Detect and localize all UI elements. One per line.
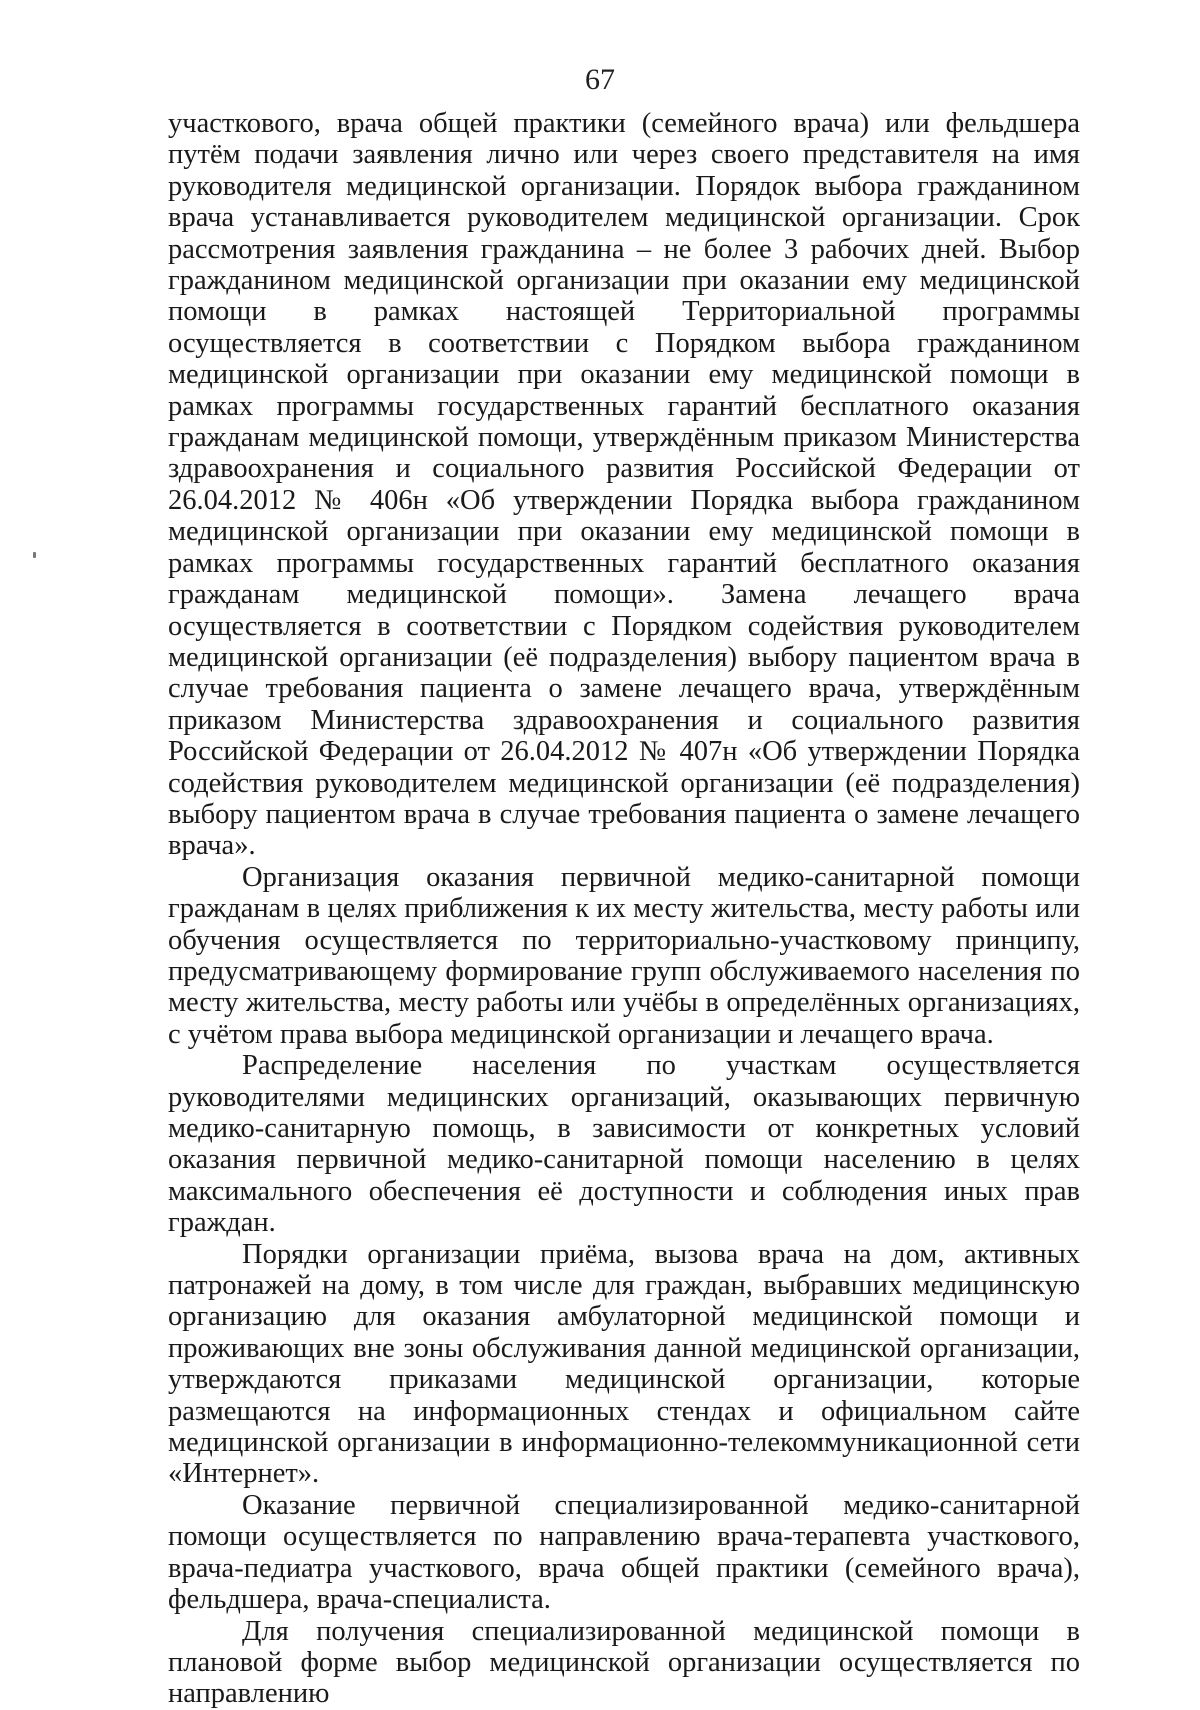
document-body bbox=[168, 108, 1080, 1710]
paragraph-primary-care-organization: Организация оказания первичной медико-санитарной помощи гражданам в целях приближения к их месту жительства, месту работы или обучения осуществляется по территориально-участковому принципу, предусматривающему формирование групп обслуживаемого населения по месту жительства, месту работы или учёбы в определённых организациях, с учётом права выбора медицинской организации и лечащего врача. bbox=[168, 861, 1080, 1050]
paragraph-specialized-primary-care: Оказание первичной специализированной медико-санитарной помощи осуществляется по направлению врача-терапевта участкового, врача-педиатра участкового, врача общей практики (семейного врача), фельдшера, врача-специалиста. bbox=[168, 1489, 1080, 1616]
paragraph-specialized-care-referral: Для получения специализированной медицинской помощи в плановой форме выбор медицинской организации осуществляется по направлению bbox=[168, 1615, 1080, 1710]
paragraph-reception-procedures: Порядки организации приёма, вызова врача на дом, активных патронажей на дому, в том числе для граждан, выбравших медицинскую организацию для оказания амбулаторной медицинской помощи и проживающих вне зоны обслуживания данной медицинской организации, утверждаются приказами медицинской организации, которые размещаются на информационных стендах и официальном сайте медицинской организации в информационно-телекоммуникационной сети «Интернет». bbox=[168, 1238, 1080, 1490]
paragraph-continuation: участкового, врача общей практики (семейного врача) или фельдшера путём подачи заявления лично или через своего представителя на имя руководителя медицинской организации. Порядок выбора гражданином врача устанавливается руководителем медицинской организации. Срок рассмотрения заявления гражданина – не более 3 рабочих дней. Выбор гражданином медицинской организации при оказании ему медицинской помощи в рамках настоящей Территориальной программы осуществляется в соответствии с Порядком выбора гражданином медицинской организации при оказании ему медицинской помощи в рамках программы государственных гарантий бесплатного оказания гражданам медицинской помощи, утверждённым приказом Министерства здравоохранения и социального развития Российской Федерации от 26.04.2012 № 406н «Об утверждении Порядка выбора гражданином медицинской организации при оказании ему медицинской помощи в рамках программы государственных гарантий бесплатного оказания гражданам медицинской помощи». Замена лечащего врача осуществляется в соответствии с Порядком содействия руководителем медицинской организации (её подразделения) выбору пациентом врача в случае требования пациента о замене лечащего врача, утверждённым приказом Министерства здравоохранения и социального развития Российской Федерации от 26.04.2012 № 407н «Об утверждении Порядка содействия руководителем медицинской организации (её подразделения) выбору пациентом врача в случае требования пациента о замене лечащего врача». bbox=[168, 108, 1080, 862]
scan-speck bbox=[33, 552, 36, 558]
paragraph-population-distribution: Распределение населения по участкам осуществляется руководителями медицинских организаций, оказывающих первичную медико-санитарную помощь, в зависимости от конкретных условий оказания первичной медико-санитарной помощи населению в целях максимального обеспечения её доступности и соблюдения иных прав граждан. bbox=[168, 1050, 1080, 1239]
page-number: 67 bbox=[585, 63, 615, 96]
